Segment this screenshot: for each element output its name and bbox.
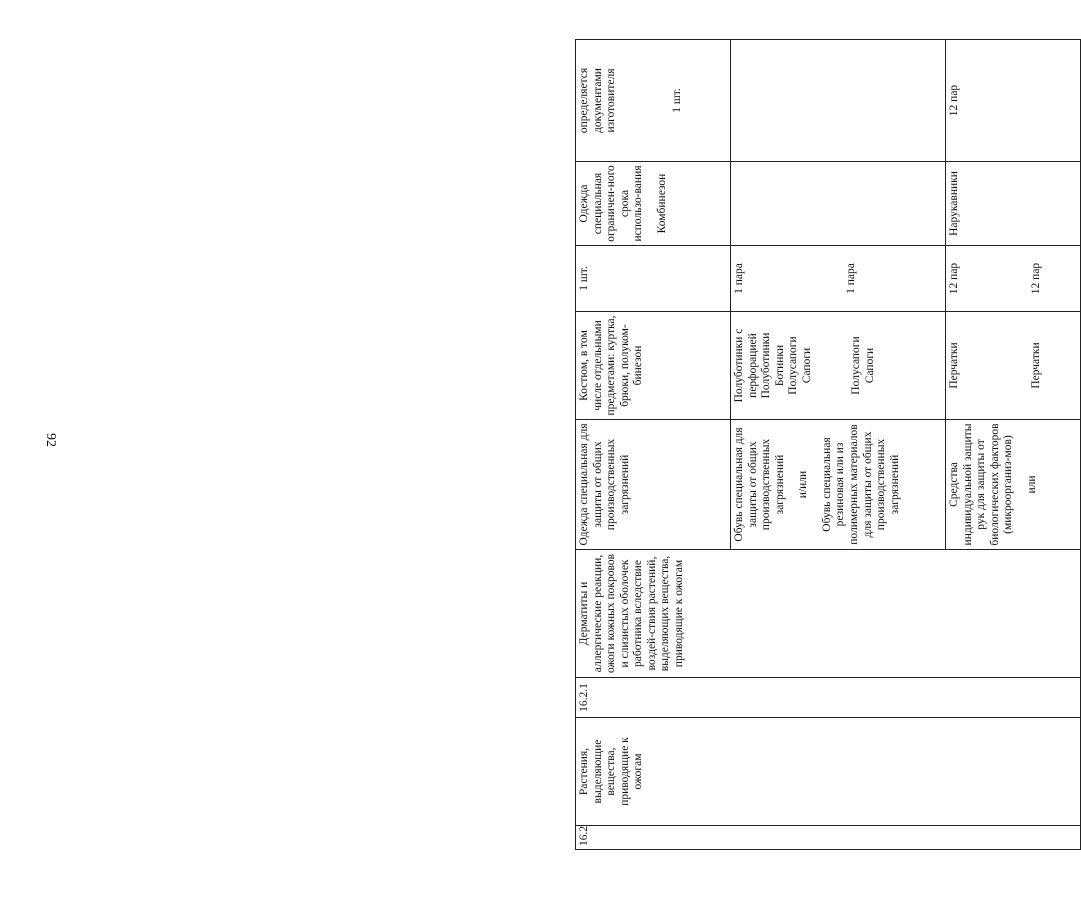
norm-footwear-a: 1 пара [733,263,745,294]
item-footwear-a-1: Полуботинки с перфорацией [733,328,759,403]
item-footwear-a-5: Сапоги [800,347,813,384]
measure-cell-gloves [946,420,1081,550]
hazard-description: Дерматиты и аллергические реакции, ожоги кожных покровов и слизистых оболочек работника вследствие воздей-ствия растений, выделяющих вещества, приводящие к ожогам [578,553,685,674]
item-footwear-a-4: Полусапоги [787,336,800,395]
item-footwear-b-1: Полусапоги [850,336,863,395]
ppe-norms-table [575,39,1081,850]
page-number: 92 [43,433,58,447]
alt-measure-cell [576,162,731,246]
sub-number-cell [576,678,1081,718]
measure-footwear-a: Обувь специальная для защиты от общих производственных загрязнений [733,427,786,542]
item-footwear-b-2: Сапоги [863,347,876,384]
item-clothing: Костюм, в том числе отдельными предметами: куртка, брюки, полуком-бинезон [578,315,645,416]
connector-or: или [1025,475,1038,494]
norm-gloves-a: 12 пар [948,262,960,295]
norm-clothing: 1 шт. [578,266,590,291]
item-gloves-a: Перчатки [948,342,960,389]
table-row-clothing [576,40,731,850]
alt-norm: 1 шт. [670,88,683,113]
row-number-cell [576,826,1081,850]
alt-item-sleeves: Нарукавники [948,171,960,236]
hazard-description-cell [576,550,1081,678]
alt-measure-cell-gloves [946,162,1081,246]
table-container [70,40,1042,850]
alt-norm-cell [576,40,731,162]
alt-norm-cell-gloves [946,40,1081,162]
norm-cell-gloves [946,246,1081,312]
alt-norm-note: определяется документами изготовителя [578,67,618,134]
alt-norm-sleeves: 12 пар [948,84,960,117]
item-cell-clothing [576,312,731,420]
sub-number: 16.2.1 [578,683,590,712]
rotated-table-wrapper [575,40,1080,850]
item-cell-gloves [946,312,1081,420]
alt-measure: Одежда специальная ограничен-ного срока использо-вания [578,165,645,242]
norm-cell-footwear [731,246,946,312]
measure-gloves: Средства индивидуальной защиты рук для защиты от биологических факторов (микроорганиз-мов) [948,423,1015,546]
norm-cell-clothing [576,246,731,312]
item-footwear-a-3: Ботинки [773,344,786,387]
alt-measure-cell-footwear [731,162,946,246]
item-gloves-b: Перчатки [1029,342,1042,389]
item-footwear-a-2: Полуботинки [760,332,773,399]
measure-cell-clothing [576,420,731,550]
measure-footwear-b: Обувь специальная резиновая или из полимерных материалов для защиты от общих производственных загрязнений [820,424,901,545]
row-number: 16.2 [578,825,590,846]
alt-norm-cell-footwear [731,40,946,162]
norm-footwear-b: 1 пара [844,263,857,294]
alt-item: Комбинезон [655,173,668,234]
connector-and-or: и/или [797,470,810,499]
hazard-factor: Растения, выделяющие вещества, приводящие к ожогам [578,737,645,806]
measure-clothing: Одежда специальная для защиты от общих производственных загрязнений [578,423,631,546]
measure-cell-footwear [731,420,946,550]
item-cell-footwear [731,312,946,420]
norm-gloves-b: 12 пар [1029,262,1042,295]
factor-cell [576,718,1081,826]
